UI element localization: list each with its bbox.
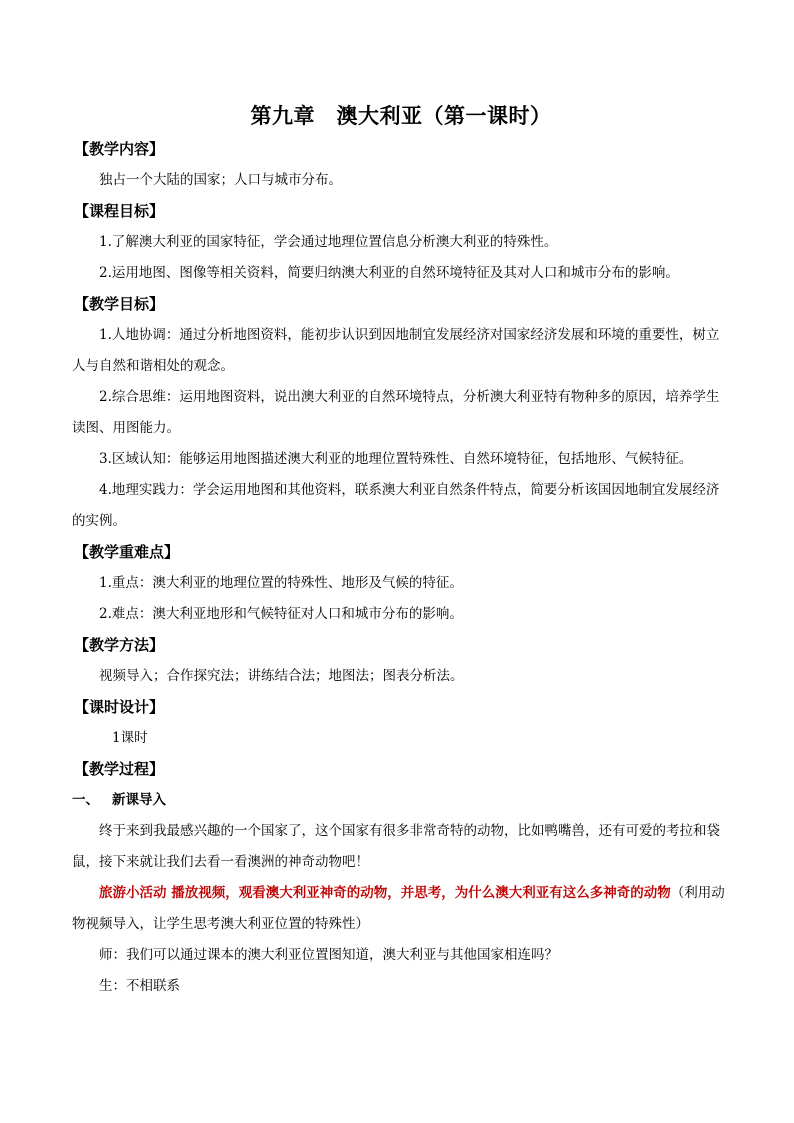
list-item: 1.重点：澳大利亚的地理位置的特殊性、地形及气候的特征。 xyxy=(99,575,463,591)
list-item: 2.难点：澳大利亚地形和气候特征对人口和城市分布的影响。 xyxy=(99,606,463,622)
list-item: 2.综合思维：运用地图资料，说出澳大利亚的自然环境特点，分析澳大利亚特有物种多的原因，培养学生读图、用图能力。 xyxy=(72,389,720,436)
paragraph: 视频导入；合作探究法；讲练结合法；地图法；图表分析法。 xyxy=(99,668,464,684)
page-title: 第九章 澳大利亚（第一课时） xyxy=(250,103,552,128)
section-design xyxy=(72,692,730,754)
student-line: 生：不相联系 xyxy=(99,978,180,994)
activity-highlight: 旅游小活动 播放视频，观看澳大利亚神奇的动物，并思考，为什么澳大利亚有这么多神奇的动物 xyxy=(99,885,671,901)
list-item: 4.地理实践力：学会运用地图和其他资料，联系澳大利亚自然条件特点，简要分析该国因地制宜发展经济的实例。 xyxy=(72,482,720,529)
section-teaching-content xyxy=(72,134,730,196)
list-item: 1.人地协调：通过分析地图资料，能初步认识到因地制宜发展经济对国家经济发展和环境的重要性，树立人与自然和谐相处的观念。 xyxy=(72,327,720,374)
teacher-line: 师：我们可以通过课本的澳大利亚位置图知道，澳大利亚与其他国家相连吗？ xyxy=(99,947,558,963)
section-heading: 【课程目标】 xyxy=(74,202,165,220)
activity-paragraph xyxy=(72,878,730,940)
section-heading: 【教学方法】 xyxy=(74,636,165,654)
subsection-number: 一、 xyxy=(72,792,99,808)
section-heading: 【课时设计】 xyxy=(74,698,165,716)
section-heading: 【教学过程】 xyxy=(74,760,165,778)
section-key-points xyxy=(72,537,730,630)
section-process xyxy=(72,754,730,1002)
subsection-title xyxy=(72,785,730,816)
subsection-label: 新课导入 xyxy=(112,792,166,808)
section-methods xyxy=(72,630,730,692)
activity-note: （利用动物视频导入，让学生思考澳大利亚位置的特殊性） xyxy=(72,885,725,932)
paragraph: 1课时 xyxy=(112,730,148,746)
list-item: 3.区域认知：能够运用地图描述澳大利亚的地理位置特殊性、自然环境特征，包括地形、气候特征。 xyxy=(99,451,693,467)
list-item: 1.了解澳大利亚的国家特征，学会通过地理位置信息分析澳大利亚的特殊性。 xyxy=(99,234,558,250)
section-heading: 【教学重难点】 xyxy=(74,543,180,561)
section-heading: 【教学目标】 xyxy=(74,295,165,313)
paragraph: 独占一个大陆的国家；人口与城市分布。 xyxy=(99,172,342,188)
section-heading: 【教学内容】 xyxy=(74,140,165,158)
list-item: 2.运用地图、图像等相关资料，简要归纳澳大利亚的自然环境特征及其对人口和城市分布的影响。 xyxy=(99,265,679,281)
section-curriculum-goals xyxy=(72,196,730,289)
section-teaching-goals xyxy=(72,289,730,537)
paragraph: 终于来到我最感兴趣的一个国家了，这个国家有很多非常奇特的动物，比如鸭嘴兽，还有可爱的考拉和袋鼠，接下来就让我们去看一看澳洲的神奇动物吧！ xyxy=(72,823,720,870)
